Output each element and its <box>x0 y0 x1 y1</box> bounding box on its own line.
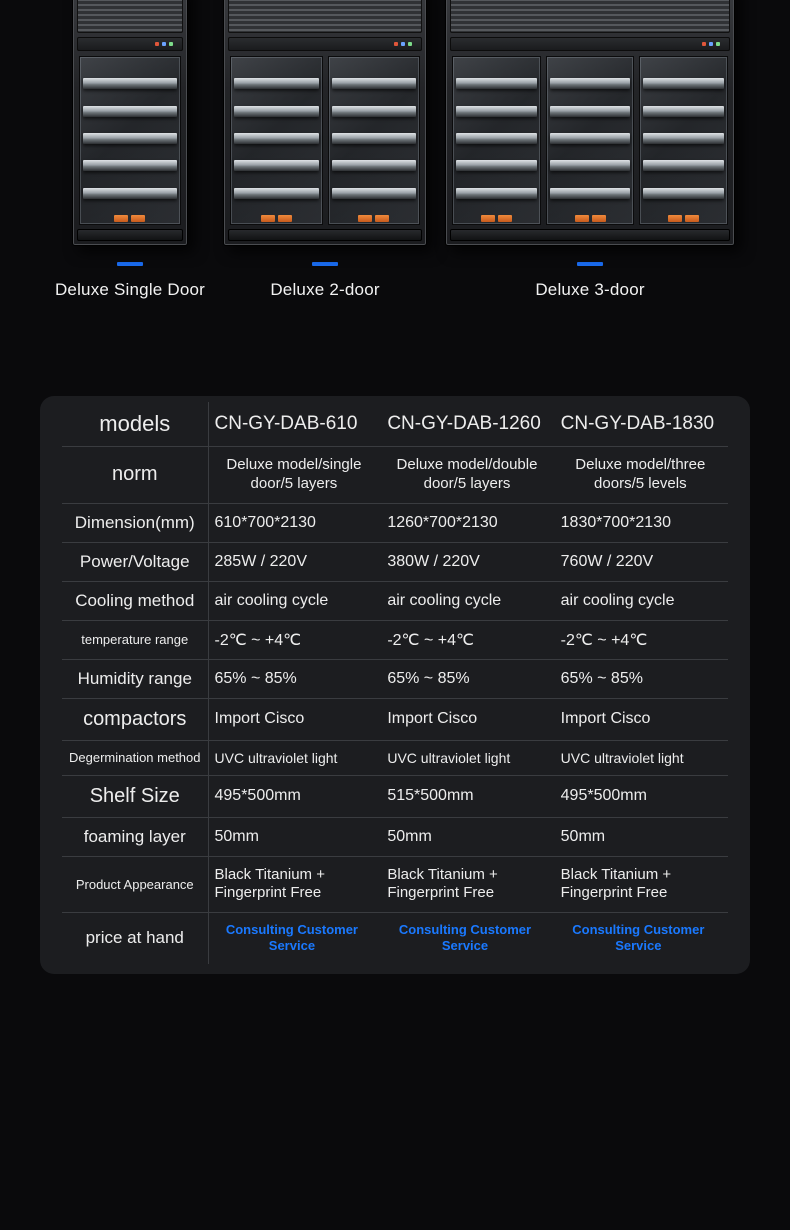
shelf <box>643 78 724 89</box>
consult-service-link[interactable]: Consulting Customer Service <box>225 922 358 954</box>
table-row <box>62 913 728 964</box>
food-tray-icon <box>114 215 128 222</box>
row-value: UVC ultraviolet light <box>214 749 338 766</box>
table-row <box>62 447 728 504</box>
glass-door <box>546 56 635 225</box>
row-label: Degermination method <box>62 740 208 775</box>
table-row <box>62 817 728 856</box>
shelf <box>234 106 319 117</box>
row-value: air cooling cycle <box>387 591 502 609</box>
row-value: 65% ~ 85% <box>387 669 470 687</box>
shelf <box>332 78 417 89</box>
food-tray-icon <box>481 215 495 222</box>
vent-grille-icon <box>77 0 183 33</box>
row-value: 515*500mm <box>387 787 474 804</box>
product-item-single-door[interactable] <box>55 0 205 300</box>
shelf <box>83 160 177 171</box>
row-value: Deluxe model/single door/5 layers <box>226 456 362 492</box>
accent-underline <box>117 262 143 266</box>
shelf <box>643 133 724 144</box>
row-value: 65% ~ 85% <box>560 669 643 687</box>
row-value: -2℃ ~ +4℃ <box>387 631 474 649</box>
shelf <box>332 106 417 117</box>
row-value: Black Titanium + Fingerprint Free <box>387 865 498 902</box>
cabinet-graphic-2-door <box>223 0 427 246</box>
food-tray-icon <box>498 215 512 222</box>
shelf <box>643 106 724 117</box>
table-row <box>62 856 728 913</box>
row-value: 495*500mm <box>214 787 301 804</box>
row-value: CN-GY-DAB-1830 <box>560 413 715 434</box>
row-value <box>208 913 381 964</box>
door-group <box>452 56 728 225</box>
shelf <box>550 160 631 171</box>
row-value: Black Titanium + Fingerprint Free <box>560 865 672 902</box>
product-item-2-door[interactable] <box>223 0 427 300</box>
consult-service-link[interactable]: Consulting Customer Service <box>398 922 532 954</box>
product-gallery <box>0 0 790 370</box>
table-row <box>62 775 728 817</box>
row-value: UVC ultraviolet light <box>560 749 684 766</box>
table-row <box>62 620 728 659</box>
cabinet-graphic-3-door <box>445 0 735 246</box>
row-label: norm <box>62 447 208 504</box>
food-tray-icon <box>668 215 682 222</box>
row-value: Deluxe model/double door/5 layers <box>396 456 538 492</box>
row-value: UVC ultraviolet light <box>387 749 511 766</box>
control-panel <box>450 37 730 51</box>
row-value: Import Cisco <box>214 710 305 727</box>
vent-grille-icon <box>228 0 422 33</box>
table-row <box>62 581 728 620</box>
shelf <box>83 78 177 89</box>
row-value <box>555 913 728 964</box>
accent-underline <box>577 262 603 266</box>
control-panel <box>228 37 422 51</box>
row-label: Cooling method <box>62 581 208 620</box>
indicator-led-icon <box>169 42 173 46</box>
glass-door <box>452 56 541 225</box>
shelf <box>332 160 417 171</box>
tray-row <box>643 213 724 222</box>
food-tray-icon <box>375 215 389 222</box>
row-value: 610*700*2130 <box>214 513 316 531</box>
shelf <box>456 106 537 117</box>
shelf <box>83 133 177 144</box>
row-value: air cooling cycle <box>560 591 675 609</box>
row-value: 380W / 220V <box>387 552 480 570</box>
row-label: foaming layer <box>62 817 208 856</box>
indicator-led-icon <box>702 42 706 46</box>
indicator-led-icon <box>394 42 398 46</box>
row-value: 495*500mm <box>560 787 647 804</box>
cabinet-base <box>77 229 183 241</box>
shelf <box>550 106 631 117</box>
cabinet-base <box>228 229 422 241</box>
row-label: Power/Voltage <box>62 542 208 581</box>
row-value: CN-GY-DAB-610 <box>214 413 358 434</box>
row-value: -2℃ ~ +4℃ <box>560 631 648 649</box>
shelf <box>643 160 724 171</box>
row-value: 1260*700*2130 <box>387 513 498 531</box>
food-tray-icon <box>261 215 275 222</box>
control-panel <box>77 37 183 51</box>
consult-service-link[interactable]: Consulting Customer Service <box>572 922 705 954</box>
table-row <box>62 698 728 740</box>
row-label: models <box>62 402 208 447</box>
food-tray-icon <box>575 215 589 222</box>
row-value: Import Cisco <box>387 710 478 727</box>
product-caption: Deluxe 3-door <box>535 280 645 299</box>
glass-door <box>79 56 181 225</box>
row-value: -2℃ ~ +4℃ <box>214 631 302 649</box>
row-value: CN-GY-DAB-1260 <box>387 413 541 434</box>
row-value: 50mm <box>214 827 259 845</box>
food-tray-icon <box>592 215 606 222</box>
product-caption: Deluxe Single Door <box>54 280 206 299</box>
row-value: 50mm <box>560 827 606 845</box>
row-value: air cooling cycle <box>214 591 329 609</box>
shelf <box>83 106 177 117</box>
shelf <box>332 133 417 144</box>
tray-row <box>550 213 631 222</box>
indicator-led-icon <box>401 42 405 46</box>
shelf <box>456 188 537 199</box>
shelf <box>550 78 631 89</box>
table-row <box>62 542 728 581</box>
row-value: Black Titanium + Fingerprint Free <box>214 865 325 902</box>
shelf <box>234 78 319 89</box>
row-value <box>381 913 554 964</box>
product-list <box>0 22 790 300</box>
tray-row <box>332 213 417 222</box>
row-label: Humidity range <box>62 659 208 698</box>
product-caption: Deluxe 2-door <box>270 280 380 299</box>
row-label: price at hand <box>62 913 208 964</box>
door-group <box>230 56 420 225</box>
food-tray-icon <box>685 215 699 222</box>
shelf <box>550 188 631 199</box>
indicator-led-icon <box>162 42 166 46</box>
row-value: Deluxe model/three doors/5 levels <box>575 456 706 492</box>
row-label: compactors <box>62 698 208 740</box>
row-label: Product Appearance <box>62 856 208 913</box>
row-value: 1830*700*2130 <box>560 513 671 531</box>
table-row <box>62 659 728 698</box>
specification-table <box>62 402 728 964</box>
food-tray-icon <box>358 215 372 222</box>
door-group <box>79 56 181 225</box>
indicator-led-icon <box>155 42 159 46</box>
table-row <box>62 503 728 542</box>
accent-underline <box>312 262 338 266</box>
glass-door <box>639 56 728 225</box>
shelf <box>234 133 319 144</box>
table-row <box>62 740 728 775</box>
food-tray-icon <box>131 215 145 222</box>
row-label: Shelf Size <box>62 775 208 817</box>
row-value: 50mm <box>387 827 432 845</box>
indicator-led-icon <box>408 42 412 46</box>
vent-grille-icon <box>450 0 730 33</box>
table-row <box>62 402 728 447</box>
row-label: Dimension(mm) <box>62 503 208 542</box>
food-tray-icon <box>278 215 292 222</box>
tray-row <box>456 213 537 222</box>
shelf <box>234 160 319 171</box>
row-label: temperature range <box>62 620 208 659</box>
shelf <box>456 133 537 144</box>
shelf <box>234 188 319 199</box>
row-value: 760W / 220V <box>560 552 654 570</box>
specification-card <box>40 396 750 974</box>
product-item-3-door[interactable] <box>445 0 735 300</box>
shelf <box>332 188 417 199</box>
indicator-led-icon <box>716 42 720 46</box>
tray-row <box>83 213 177 222</box>
tray-row <box>234 213 319 222</box>
indicator-led-icon <box>709 42 713 46</box>
cabinet-base <box>450 229 730 241</box>
glass-door <box>328 56 421 225</box>
row-value: 285W / 220V <box>214 552 307 570</box>
row-value: 65% ~ 85% <box>214 669 297 687</box>
cabinet-graphic-single-door <box>72 0 188 246</box>
glass-door <box>230 56 323 225</box>
shelf <box>83 188 177 199</box>
row-value: Import Cisco <box>560 710 651 727</box>
shelf <box>643 188 724 199</box>
shelf <box>456 160 537 171</box>
shelf <box>550 133 631 144</box>
shelf <box>456 78 537 89</box>
